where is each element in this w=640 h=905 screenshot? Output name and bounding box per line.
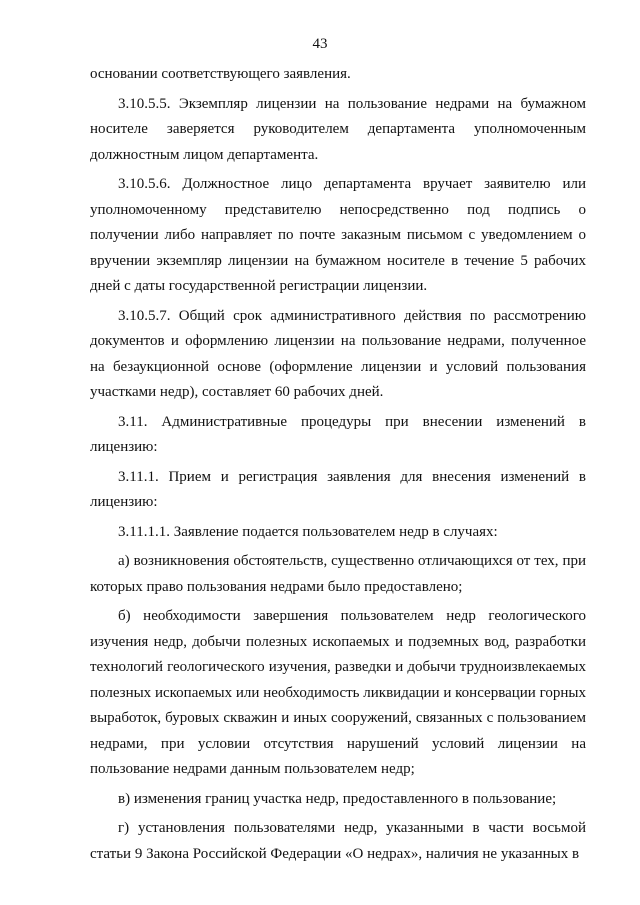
paragraph-3-10-5-5: 3.10.5.5. Экземпляр лицензии на пользование недрами на бумажном носителе заверяется руководителем департамента уполномоченным должностным лицом департамента. xyxy=(90,95,586,163)
list-item-g: г) установления пользователями недр, указанными в части восьмой статьи 9 Закона Российской Федерации «О недрах», наличия не указанных в xyxy=(90,820,586,862)
paragraph-3-11-1-1: 3.11.1.1. Заявление подается пользователем недр в случаях: xyxy=(118,523,498,540)
list-item-a: а) возникновения обстоятельств, существенно отличающихся от тех, при которых право пользования недрами было предоставлено; xyxy=(90,553,586,595)
paragraph-continuation: основании соответствующего заявления. xyxy=(90,66,351,82)
paragraph-3-11: 3.11. Административные процедуры при внесении изменений в лицензию: xyxy=(90,413,586,455)
paragraph-3-10-5-6: 3.10.5.6. Должностное лицо департамента вручает заявителю или уполномоченному представителю непосредственно под подпись о получении либо направляет по почте заказным письмом с уведомлением о вручении экземпляр лицензии на бумажном носителе в течение 5 рабочих дней с даты государственной регистрации лицензии. xyxy=(90,176,586,294)
document-body xyxy=(90,62,586,871)
paragraph-3-11-1: 3.11.1. Прием и регистрация заявления для внесения изменений в лицензию: xyxy=(90,468,586,510)
list-item-b: б) необходимости завершения пользователем недр геологического изучения недр, добычи полезных ископаемых и подземных вод, разработки технологий геологического изучения, разведки и добычи трудноизвлекаемых полезных ископаемых или необходимость ликвидации и консервации горных выработок, буровых скважин и иных сооружений, связанных с пользованием недрами, при условии отсутствия нарушений условий лицензии на пользование недрами данным пользователем недр; xyxy=(90,608,586,777)
paragraph-3-10-5-7: 3.10.5.7. Общий срок административного действия по рассмотрению документов и оформлению лицензии на пользование недрами, полученное на безаукционной основе (оформление лицензии и условий пользования участками недр), составляет 60 рабочих дней. xyxy=(90,307,586,400)
list-item-v: в) изменения границ участка недр, предоставленного в пользование; xyxy=(118,790,557,807)
page-number: 43 xyxy=(312,36,328,52)
